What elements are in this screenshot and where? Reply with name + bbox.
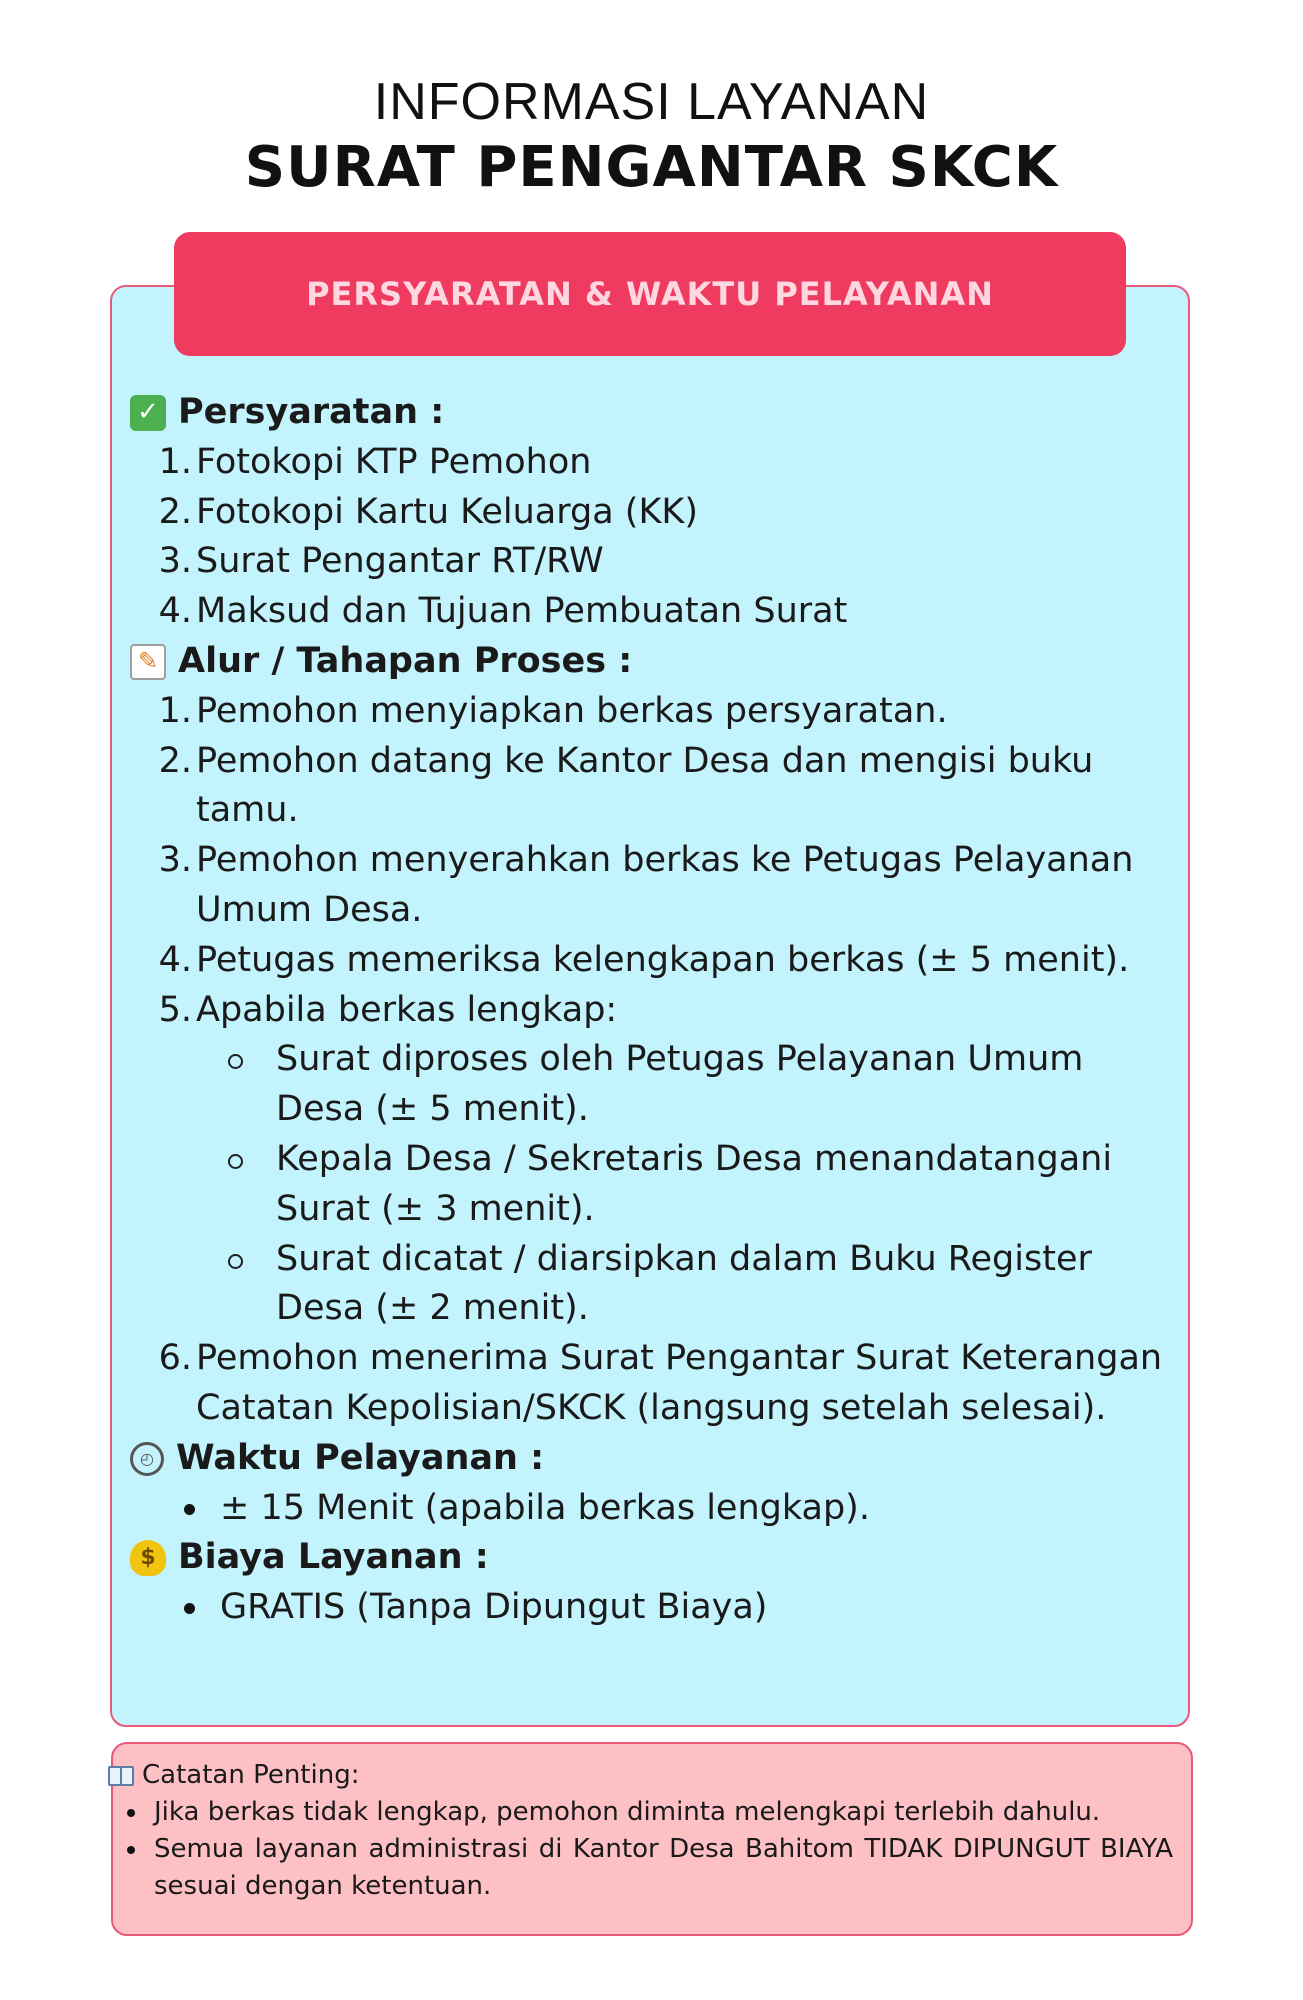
memo-icon: ✎: [130, 644, 166, 680]
list-item: Jika berkas tidak lengkap, pemohon diminta melengkapi terlebih dahulu.: [108, 1794, 1173, 1831]
list-item: 4. Petugas memeriksa kelengkapan berkas (± 5 menit).: [158, 939, 1130, 980]
persyaratan-heading: [130, 388, 1170, 438]
list-item: 1. Fotokopi KTP Pemohon: [158, 441, 592, 482]
sub-list-item: Surat dicatat / diarsipkan dalam Buku Register Desa (± 2 menit).: [130, 1235, 1170, 1335]
list-item: 5. Apabila berkas lengkap:: [158, 989, 618, 1030]
money-bag-icon: $: [130, 1540, 166, 1576]
biaya-heading-label: Biaya Layanan :: [178, 1537, 489, 1578]
note-title: [108, 1757, 1173, 1794]
list-item: 1. Pemohon menyiapkan berkas persyaratan.: [158, 690, 948, 731]
alur-heading-label: Alur / Tahapan Proses :: [178, 640, 633, 681]
persyaratan-heading-label: Persyaratan :: [178, 392, 445, 432]
stopwatch-icon: ◴: [130, 1442, 164, 1476]
requirements-content: [130, 388, 1170, 1633]
sub-list-item: Surat diproses oleh Petugas Pelayanan Umum Desa (± 5 menit).: [130, 1035, 1170, 1135]
sub-list-item: Kepala Desa / Sekretaris Desa menandatangani Surat (± 3 menit).: [130, 1135, 1170, 1235]
alur-heading: [130, 637, 1170, 687]
list-item: 3. Pemohon menyerahkan berkas ke Petugas Pelayanan Umum Desa.: [158, 840, 1134, 930]
list-item: 2. Fotokopi Kartu Keluarga (KK): [158, 491, 699, 532]
list-item: Semua layanan administrasi di Kantor Desa Bahitom TIDAK DIPUNGUT BIAYA sesuai dengan ketentuan.: [108, 1831, 1173, 1905]
list-item: 4. Maksud dan Tujuan Pembuatan Surat: [158, 591, 848, 632]
list-item: 3. Surat Pengantar RT/RW: [158, 541, 604, 582]
page-title-line1: INFORMASI LAYANAN: [373, 73, 930, 131]
section-banner: [174, 232, 1126, 356]
page-title-line2: SURAT PENGANTAR SKCK: [244, 135, 1059, 200]
book-icon: [108, 1766, 134, 1786]
note-content: [108, 1757, 1173, 1905]
section-banner-label: PERSYARATAN & WAKTU PELAYANAN: [306, 275, 994, 313]
list-item: 2. Pemohon datang ke Kantor Desa dan mengisi buku tamu.: [158, 740, 1094, 831]
check-mark-icon: ✓: [130, 395, 166, 431]
list-item: 6. Pemohon menerima Surat Pengantar Surat Keterangan Catatan Kepolisian/SKCK (langsung setelah selesai).: [158, 1338, 1163, 1428]
note-title-label: Catatan Penting:: [142, 1760, 360, 1790]
biaya-heading: [130, 1533, 1170, 1583]
list-item: ± 15 Menit (apabila berkas lengkap).: [130, 1484, 1170, 1534]
waktu-heading-label: Waktu Pelayanan :: [176, 1437, 545, 1478]
waktu-heading: [130, 1434, 1170, 1484]
list-item: GRATIS (Tanpa Dipungut Biaya): [130, 1583, 1170, 1633]
